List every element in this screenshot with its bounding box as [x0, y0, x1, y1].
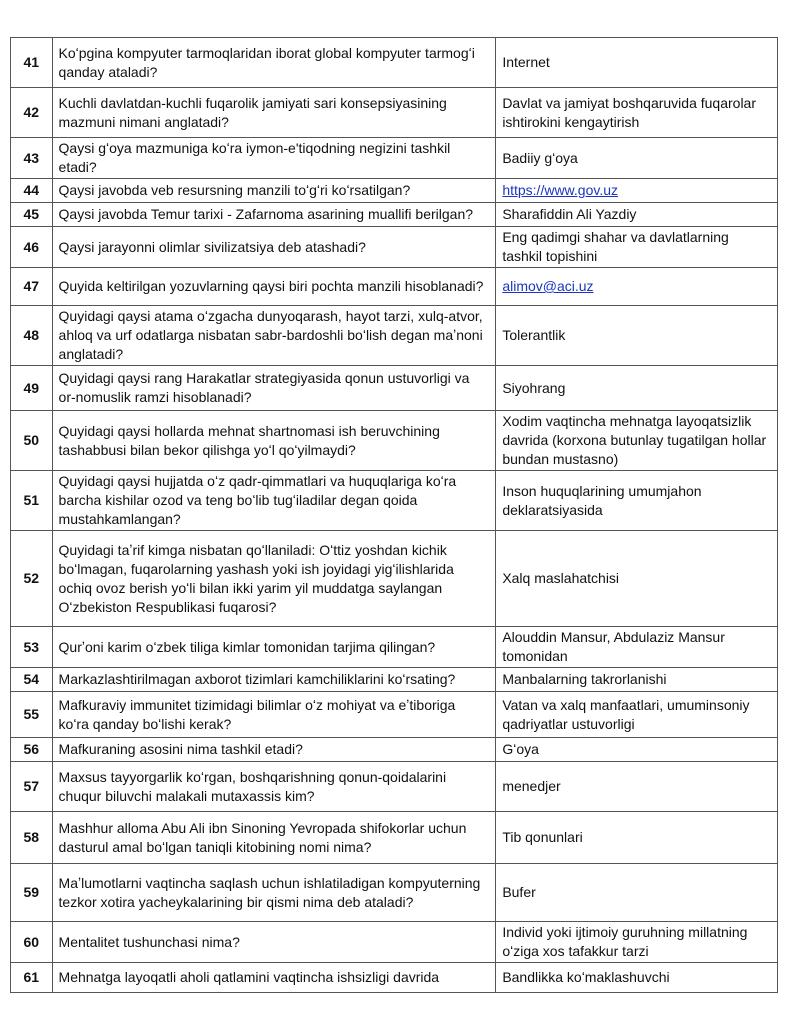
question-number: 45 — [11, 203, 53, 227]
table-row — [11, 471, 778, 531]
table-row — [11, 227, 778, 268]
answer-link[interactable]: https://www.gov.uz — [502, 182, 618, 198]
question-text: Mafkuraning asosini nima tashkil etadi? — [52, 738, 496, 762]
table-row — [11, 531, 778, 627]
answer-cell: Tib qonunlari — [496, 812, 778, 864]
question-text: Koʻpgina kompyuter tarmoqlaridan iborat global kompyuter tarmogʻi qanday ataladi? — [52, 38, 496, 88]
question-number: 47 — [11, 268, 53, 306]
table-row — [11, 627, 778, 668]
answer-cell: Internet — [496, 38, 778, 88]
question-text: Quyidagi qaysi rang Harakatlar strategiyasida qonun ustuvorligi va or-nomuslik ramzi hisoblanadi? — [52, 366, 496, 411]
table-row — [11, 38, 778, 88]
answer-cell: Eng qadimgi shahar va davlatlarning tashkil topishini — [496, 227, 778, 268]
question-text: Quyidagi taʼrif kimga nisbatan qoʻllaniladi: Oʻttiz yoshdan kichik boʻlmagan, fuqarolarning yashash yoki ish joyidagi yigʻilishlarida ochiq ovoz berish yoʻli bilan ikki yarim yil muddatga saylangan Oʻzbekiston Respublikasi fuqarosi? — [52, 531, 496, 627]
question-text: Qaysi javobda Temur tarixi - Zafarnoma asarining muallifi berilgan? — [52, 203, 496, 227]
table-row — [11, 179, 778, 203]
answer-cell: Siyohrang — [496, 366, 778, 411]
table-row — [11, 762, 778, 812]
answer-cell — [496, 268, 778, 306]
answer-cell: Manbalarning takrorlanishi — [496, 668, 778, 692]
table-row — [11, 963, 778, 993]
qa-table-body — [11, 38, 778, 993]
question-number: 50 — [11, 411, 53, 471]
answer-cell: Badiiy gʻoya — [496, 138, 778, 179]
answer-cell: Gʻoya — [496, 738, 778, 762]
question-text: Qurʼoni karim oʻzbek tiliga kimlar tomonidan tarjima qilingan? — [52, 627, 496, 668]
answer-cell: Tolerantlik — [496, 306, 778, 366]
question-number: 57 — [11, 762, 53, 812]
answer-cell: menedjer — [496, 762, 778, 812]
question-number: 48 — [11, 306, 53, 366]
question-number: 46 — [11, 227, 53, 268]
question-number: 51 — [11, 471, 53, 531]
answer-cell: Individ yoki ijtimoiy guruhning millatning oʻziga xos tafakkur tarzi — [496, 922, 778, 963]
question-number: 56 — [11, 738, 53, 762]
answer-link[interactable]: alimov@aci.uz — [502, 278, 594, 294]
question-number: 59 — [11, 864, 53, 922]
table-row — [11, 922, 778, 963]
question-text: Quyida keltirilgan yozuvlarning qaysi biri pochta manzili hisoblanadi? — [52, 268, 496, 306]
question-text: Quyidagi qaysi hujjatda oʻz qadr-qimmatlari va huquqlariga koʻra barcha kishilar ozod va teng boʻlib tugʻiladilar degan qoida mustahkamlangan? — [52, 471, 496, 531]
answer-cell: Bandlikka koʻmaklashuvchi — [496, 963, 778, 993]
answer-cell: Bufer — [496, 864, 778, 922]
answer-cell: Alouddin Mansur, Abdulaziz Mansur tomonidan — [496, 627, 778, 668]
question-number: 53 — [11, 627, 53, 668]
question-text: Markazlashtirilmagan axborot tizimlari kamchiliklarini koʻrsating? — [52, 668, 496, 692]
question-number: 58 — [11, 812, 53, 864]
table-row — [11, 138, 778, 179]
question-number: 61 — [11, 963, 53, 993]
table-row — [11, 738, 778, 762]
question-number: 54 — [11, 668, 53, 692]
question-text: Mafkuraviy immunitet tizimidagi bilimlar oʻz mohiyat va eʼtiboriga koʻra qanday boʻlishi kerak? — [52, 692, 496, 738]
question-text: Qaysi gʻoya mazmuniga koʻra iymon-e'tiqodning negizini tashkil etadi? — [52, 138, 496, 179]
question-number: 49 — [11, 366, 53, 411]
question-text: Qaysi javobda veb resursning manzili toʻgʻri koʻrsatilgan? — [52, 179, 496, 203]
question-text: Mehnatga layoqatli aholi qatlamini vaqtincha ishsizligi davrida — [52, 963, 496, 993]
question-number: 60 — [11, 922, 53, 963]
table-row — [11, 411, 778, 471]
answer-cell: Xodim vaqtincha mehnatga layoqatsizlik davrida (korxona butunlay tugatilgan hollar bundan mustasno) — [496, 411, 778, 471]
table-row — [11, 88, 778, 138]
question-number: 44 — [11, 179, 53, 203]
question-text: Qaysi jarayonni olimlar sivilizatsiya deb atashadi? — [52, 227, 496, 268]
answer-cell: Inson huquqlarining umumjahon deklaratsiyasida — [496, 471, 778, 531]
question-number: 55 — [11, 692, 53, 738]
table-row — [11, 268, 778, 306]
table-row — [11, 812, 778, 864]
answer-cell: Xalq maslahatchisi — [496, 531, 778, 627]
question-text: Maʼlumotlarni vaqtincha saqlash uchun ishlatiladigan kompyuterning tezkor xotira yacheykalarining bir qismi nima deb ataladi? — [52, 864, 496, 922]
answer-cell: Davlat va jamiyat boshqaruvida fuqarolar ishtirokini kengaytirish — [496, 88, 778, 138]
table-row — [11, 864, 778, 922]
qa-table — [10, 37, 778, 993]
table-row — [11, 203, 778, 227]
question-number: 43 — [11, 138, 53, 179]
answer-cell — [496, 179, 778, 203]
question-number: 52 — [11, 531, 53, 627]
question-text: Quyidagi qaysi hollarda mehnat shartnomasi ish beruvchining tashabbusi bilan bekor qilishga yoʻl qoʻyilmaydi? — [52, 411, 496, 471]
answer-cell: Vatan va xalq manfaatlari, umuminsoniy qadriyatlar ustuvorligi — [496, 692, 778, 738]
question-text: Maxsus tayyorgarlik koʻrgan, boshqarishning qonun-qoidalarini chuqur biluvchi malakali mutaxassis kim? — [52, 762, 496, 812]
table-row — [11, 668, 778, 692]
table-row — [11, 366, 778, 411]
table-row — [11, 692, 778, 738]
question-text: Kuchli davlatdan-kuchli fuqarolik jamiyati sari konsepsiyasining mazmuni nimani anglatadi? — [52, 88, 496, 138]
question-text: Mashhur alloma Abu Ali ibn Sinoning Yevropada shifokorlar uchun dasturul amal boʻlgan taniqli kitobining nomi nima? — [52, 812, 496, 864]
table-row — [11, 306, 778, 366]
question-text: Quyidagi qaysi atama oʻzgacha dunyoqarash, hayot tarzi, xulq-atvor, ahloq va urf odatlarga nisbatan sabr-bardoshli boʻlish degan maʼnoni anglatadi? — [52, 306, 496, 366]
question-number: 41 — [11, 38, 53, 88]
answer-cell: Sharafiddin Ali Yazdiy — [496, 203, 778, 227]
question-number: 42 — [11, 88, 53, 138]
question-text: Mentalitet tushunchasi nima? — [52, 922, 496, 963]
